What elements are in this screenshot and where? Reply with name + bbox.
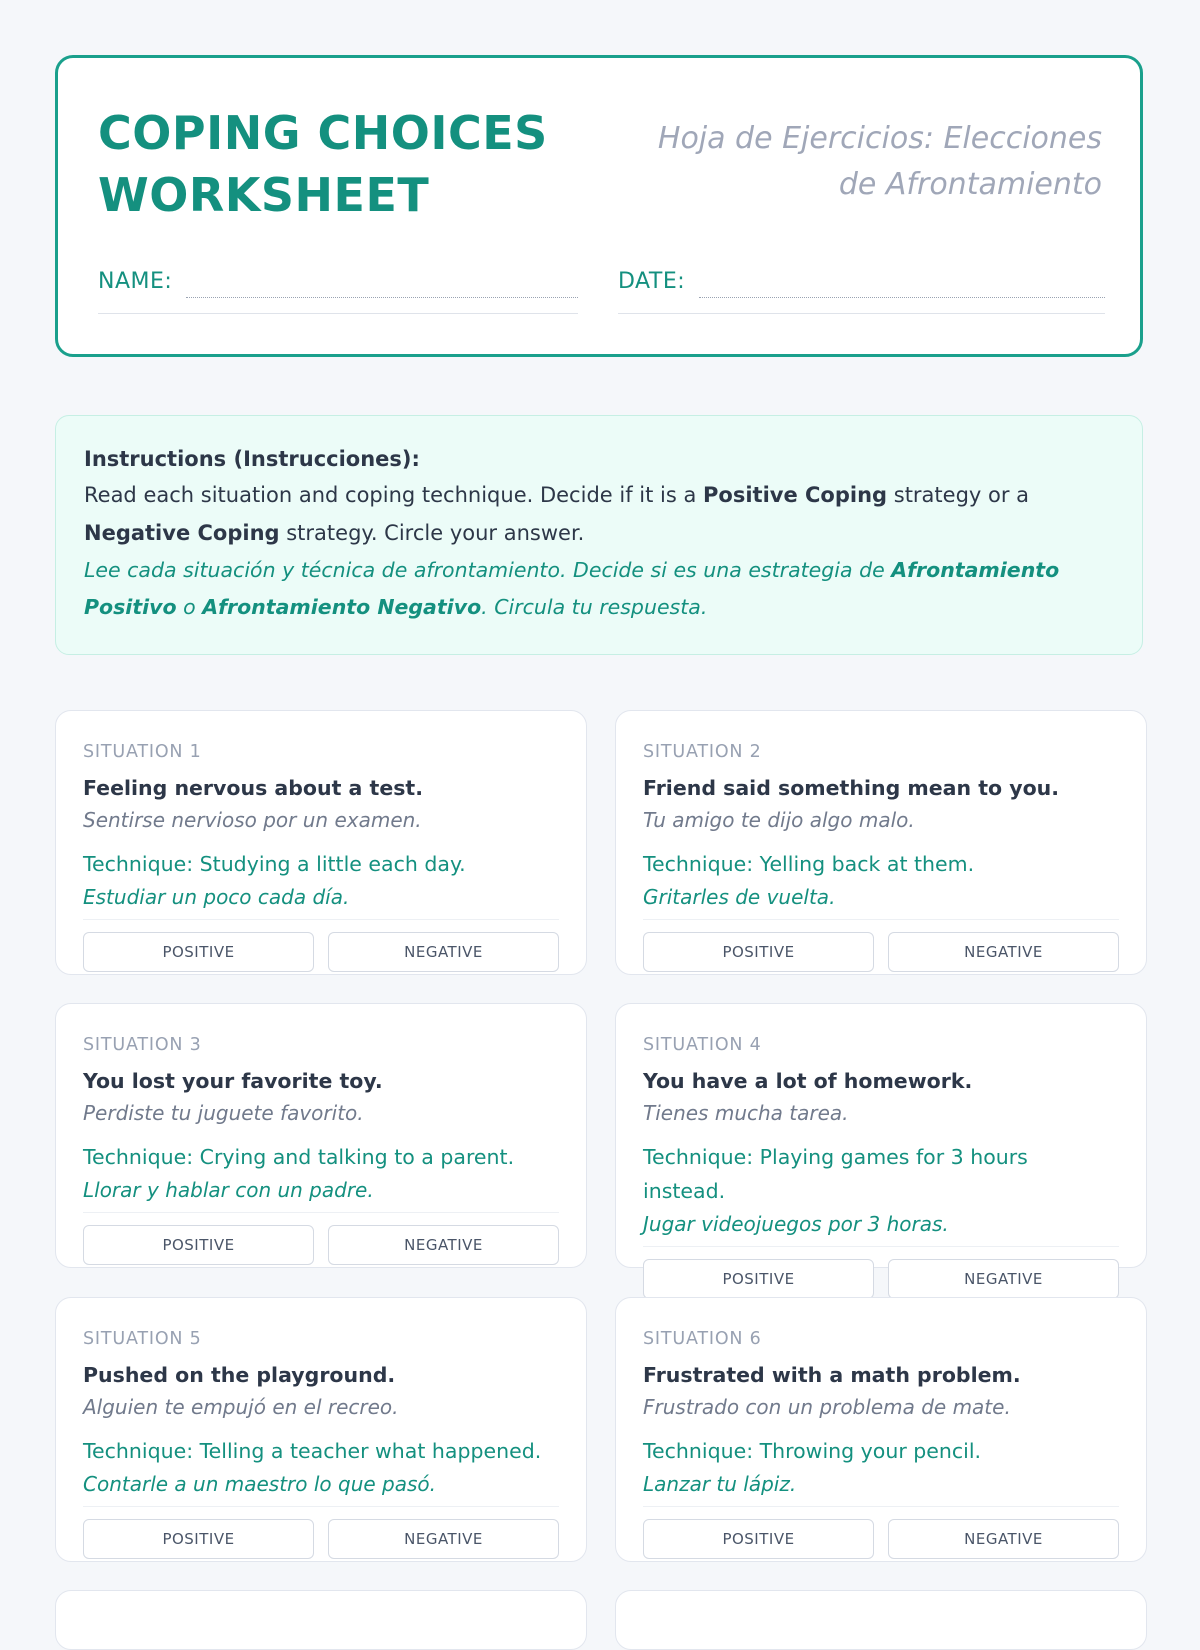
instructions-spanish <box>84 552 1114 626</box>
technique-spanish: Llorar y hablar con un padre. <box>83 1178 374 1202</box>
positive-option[interactable]: POSITIVE <box>643 1519 874 1559</box>
divider <box>643 1506 1119 1507</box>
situation-english: Pushed on the playground. <box>83 1363 396 1387</box>
instructions-english <box>84 476 1114 552</box>
instructions-text: Lee cada situación y técnica de afrontamiento. Decide si es una estrategia de <box>84 558 892 582</box>
instructions-text: o <box>176 595 203 619</box>
answer-options <box>643 1259 1119 1299</box>
situation-label: SITUATION 1 <box>83 742 202 762</box>
situation-spanish: Tienes mucha tarea. <box>643 1101 849 1125</box>
situation-card-7-partial <box>55 1590 587 1650</box>
name-field[interactable] <box>186 263 578 298</box>
situation-label: SITUATION 6 <box>643 1329 762 1349</box>
situation-label: SITUATION 2 <box>643 742 762 762</box>
situation-label: SITUATION 4 <box>643 1035 762 1055</box>
instructions-text: strategy. Circle your answer. <box>279 521 585 545</box>
situation-english: Feeling nervous about a test. <box>83 776 424 800</box>
answer-options <box>643 932 1119 972</box>
name-field-row <box>98 263 578 314</box>
answer-options <box>643 1519 1119 1559</box>
technique-spanish: Estudiar un poco cada día. <box>83 885 350 909</box>
situation-card-1 <box>55 710 587 975</box>
situation-spanish: Alguien te empujó en el recreo. <box>83 1395 399 1419</box>
situation-spanish: Tu amigo te dijo algo malo. <box>643 808 915 832</box>
situation-english: Frustrated with a math problem. <box>643 1363 1021 1387</box>
instructions-bold-positive: Positive Coping <box>703 483 888 507</box>
technique-english: Technique: Telling a teacher what happened. <box>83 1439 542 1463</box>
situation-card-4 <box>615 1003 1147 1288</box>
instructions-text: strategy or a <box>887 483 1030 507</box>
positive-option[interactable]: POSITIVE <box>643 932 874 972</box>
situation-english: Friend said something mean to you. <box>643 776 1060 800</box>
technique-spanish: Jugar videojuegos por 3 horas. <box>643 1212 949 1236</box>
technique-english: Technique: Studying a little each day. <box>83 852 466 876</box>
answer-options <box>83 1225 559 1265</box>
situation-label: SITUATION 5 <box>83 1329 202 1349</box>
positive-option[interactable]: POSITIVE <box>83 1225 314 1265</box>
situation-spanish: Frustrado con un problema de mate. <box>643 1395 1011 1419</box>
instructions-title: Instructions (Instrucciones): <box>84 447 420 471</box>
negative-option[interactable]: NEGATIVE <box>888 1519 1119 1559</box>
instructions-bold-negative: Negative Coping <box>84 521 280 545</box>
situation-spanish: Perdiste tu juguete favorito. <box>83 1101 364 1125</box>
situation-label: SITUATION 3 <box>83 1035 202 1055</box>
divider <box>83 1212 559 1213</box>
positive-option[interactable]: POSITIVE <box>83 932 314 972</box>
technique-spanish: Lanzar tu lápiz. <box>643 1472 797 1496</box>
negative-option[interactable]: NEGATIVE <box>888 1259 1119 1299</box>
technique-english: Technique: Yelling back at them. <box>643 852 975 876</box>
technique-english: Technique: Playing games for 3 hours instead. <box>643 1145 1028 1203</box>
divider <box>83 919 559 920</box>
instructions-text: . Circula tu respuesta. <box>481 595 708 619</box>
technique-english: Technique: Crying and talking to a parent. <box>83 1145 515 1169</box>
header-card <box>55 55 1143 357</box>
situation-card-5 <box>55 1297 587 1562</box>
negative-option[interactable]: NEGATIVE <box>328 1519 559 1559</box>
situation-card-3 <box>55 1003 587 1268</box>
technique-english: Technique: Throwing your pencil. <box>643 1439 982 1463</box>
positive-option[interactable]: POSITIVE <box>643 1259 874 1299</box>
negative-option[interactable]: NEGATIVE <box>888 932 1119 972</box>
instructions-box <box>55 415 1143 655</box>
date-label: DATE: <box>618 269 686 294</box>
technique-spanish: Gritarles de vuelta. <box>643 885 836 909</box>
instructions-bold-positive: Afrontamiento Positivo <box>84 558 1060 619</box>
name-label: NAME: <box>98 269 173 294</box>
situation-card-8-partial <box>615 1590 1147 1650</box>
situation-card-2 <box>615 710 1147 975</box>
date-field[interactable] <box>699 263 1105 298</box>
divider <box>83 1506 559 1507</box>
page-subtitle: Hoja de Ejercicios: Elecciones de Afrontamiento <box>657 121 1102 202</box>
page-title: COPING CHOICES WORKSHEET <box>98 106 548 222</box>
divider <box>643 1246 1119 1247</box>
technique-spanish: Contarle a un maestro lo que pasó. <box>83 1472 437 1496</box>
negative-option[interactable]: NEGATIVE <box>328 1225 559 1265</box>
answer-options <box>83 1519 559 1559</box>
situation-english: You lost your favorite toy. <box>83 1069 383 1093</box>
situation-spanish: Sentirse nervioso por un examen. <box>83 808 422 832</box>
divider <box>643 919 1119 920</box>
answer-options <box>83 932 559 972</box>
positive-option[interactable]: POSITIVE <box>83 1519 314 1559</box>
date-field-row <box>618 263 1105 314</box>
situation-card-6 <box>615 1297 1147 1562</box>
situation-english: You have a lot of homework. <box>643 1069 973 1093</box>
negative-option[interactable]: NEGATIVE <box>328 932 559 972</box>
instructions-bold-negative: Afrontamiento Negativo <box>202 595 482 619</box>
instructions-text: Read each situation and coping technique. Decide if it is a <box>84 483 704 507</box>
